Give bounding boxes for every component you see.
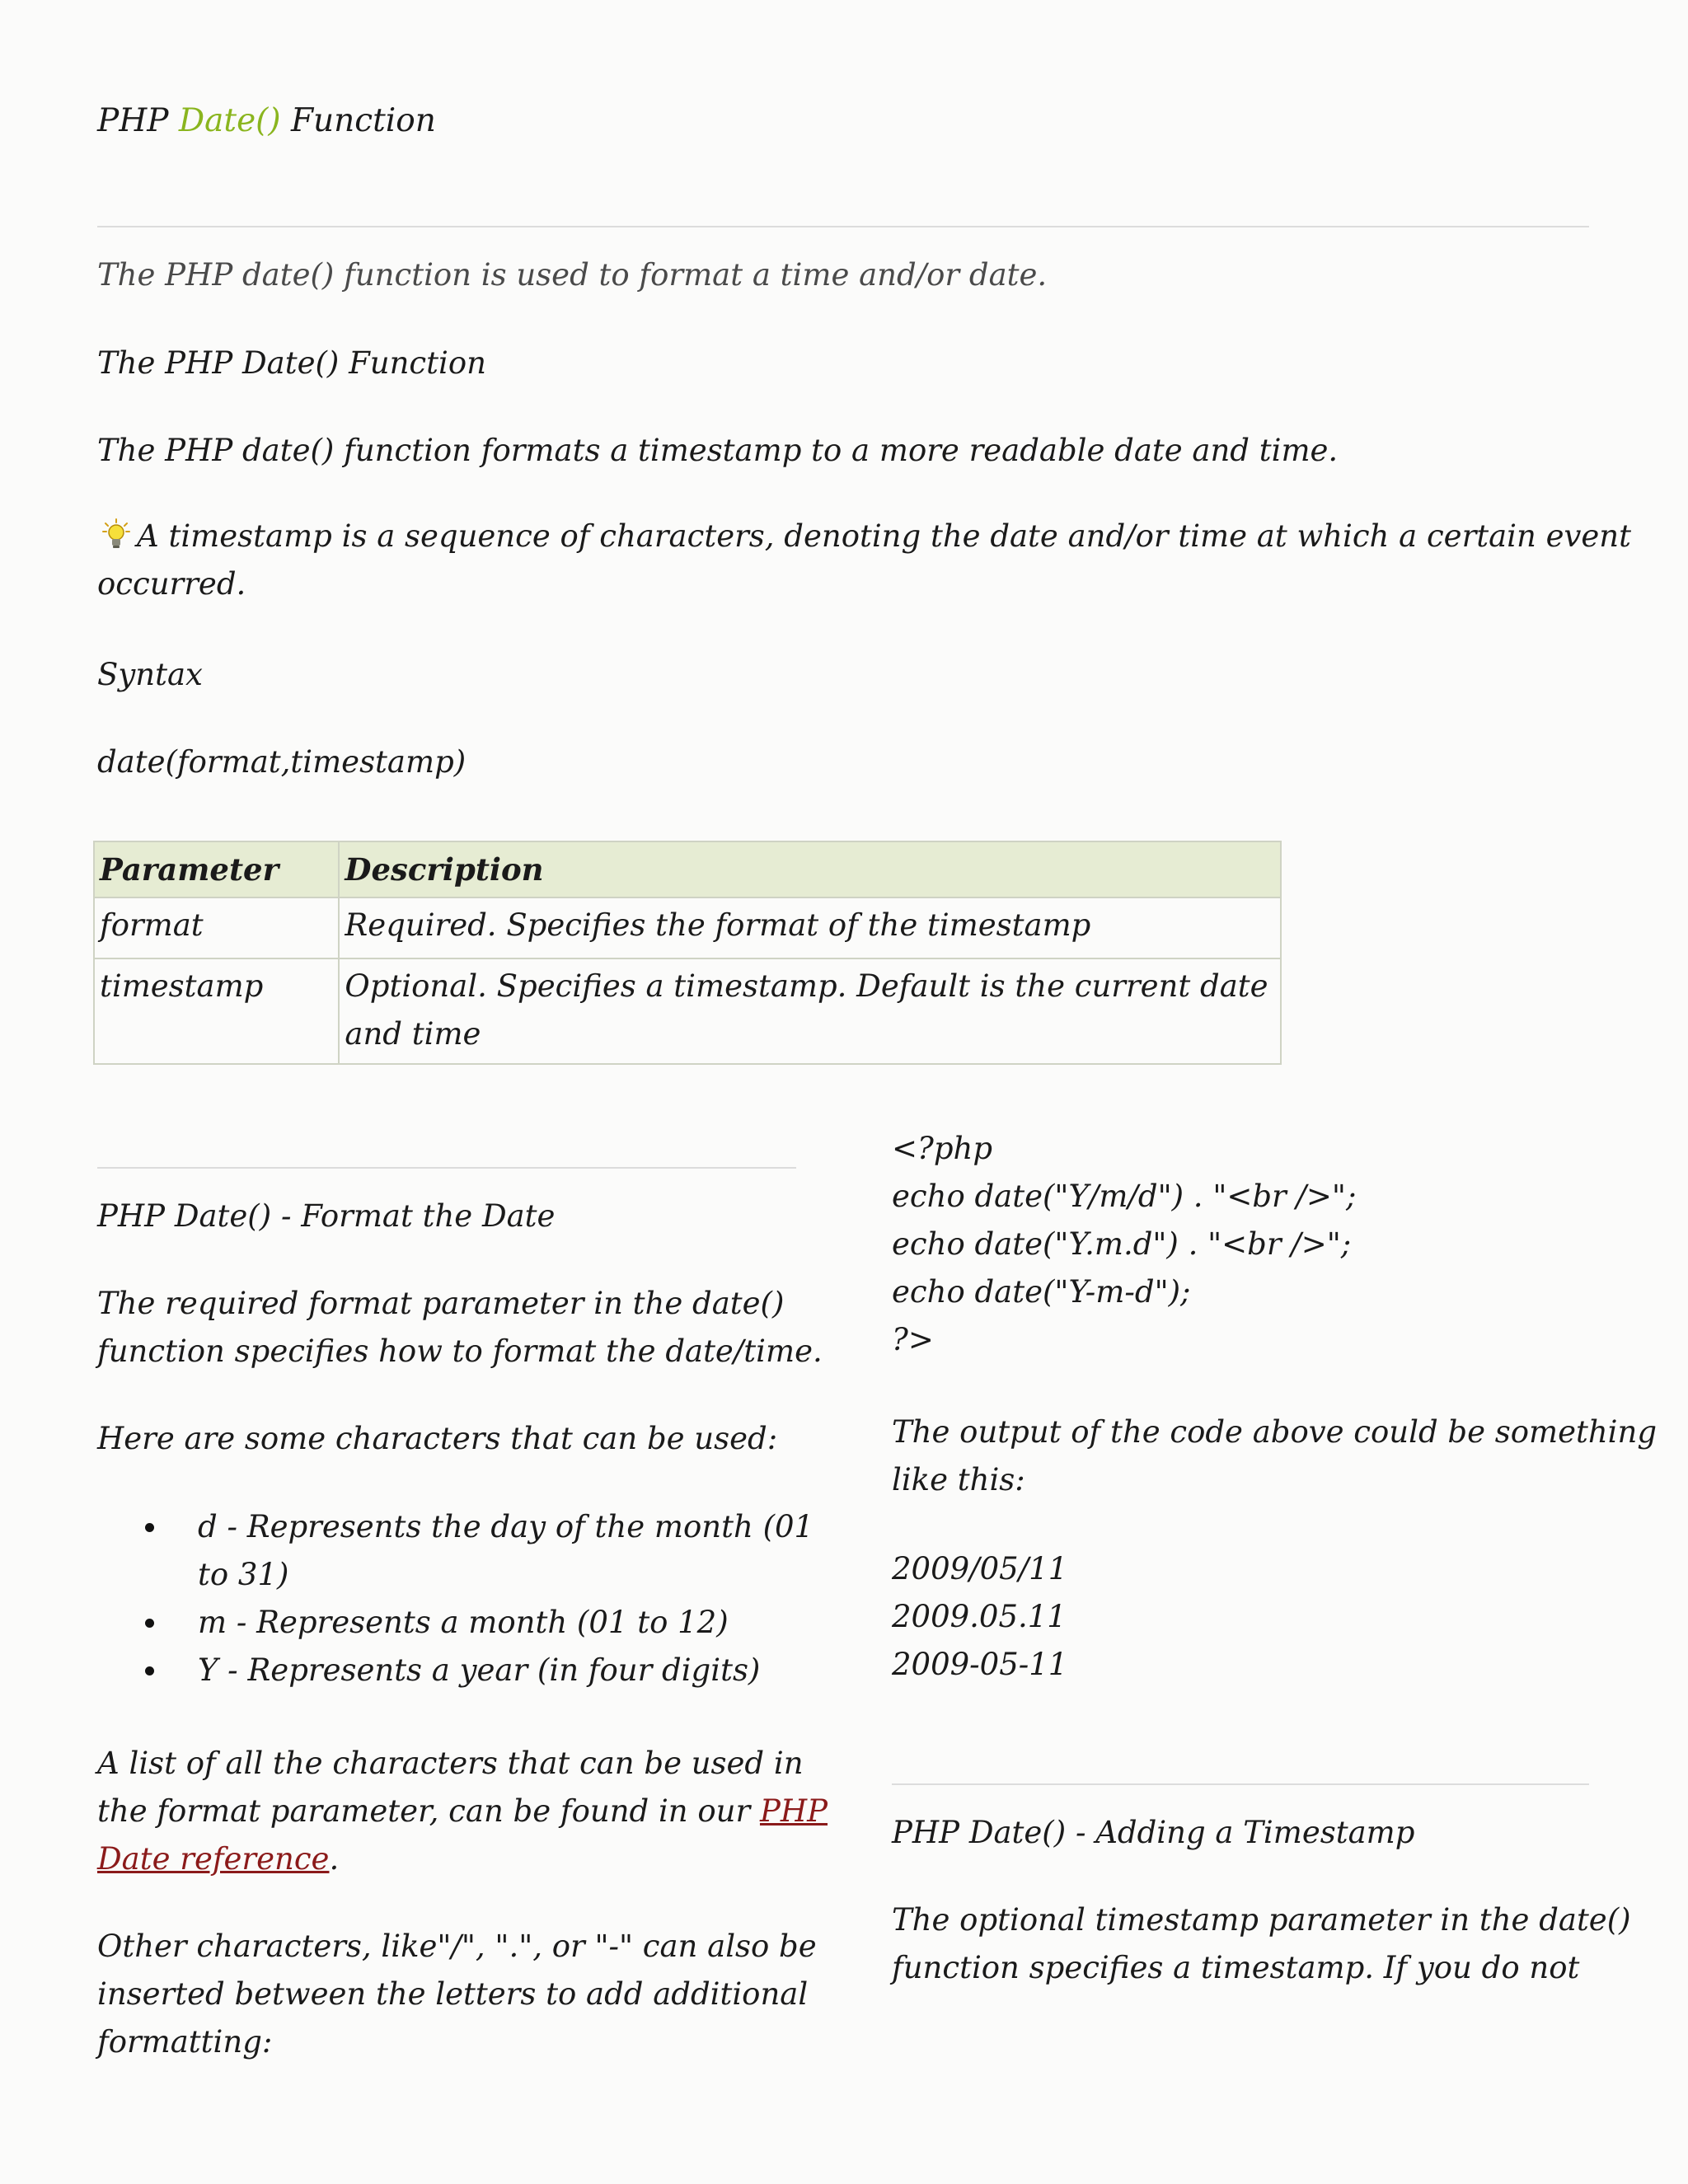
lightbulb-icon: [102, 516, 130, 547]
divider-top: [97, 226, 1589, 227]
output-value: 2009/05/11: [892, 1551, 1068, 1586]
syntax-close: ): [453, 744, 467, 780]
format-p3-a: the: [97, 1793, 157, 1829]
output-value: 2009-05-11: [892, 1647, 1068, 1682]
parameters-table: [93, 841, 1282, 1065]
timestamp-p1-b: parameter in the date(): [1258, 1902, 1631, 1938]
intro-text: The PHP date() function is used to format a time and/or date.: [97, 257, 1048, 293]
php-date-reference-link-part2[interactable]: Date reference: [97, 1841, 330, 1877]
format-p1-a: The required: [97, 1286, 309, 1321]
table-cell-parameter: timestamp: [94, 958, 339, 1064]
syntax-heading: Syntax: [97, 657, 203, 692]
table-row: [94, 958, 1281, 1064]
table-header-description: Description: [339, 841, 1281, 898]
table-cell-description: Required. Specifies the format of the timestamp: [339, 898, 1281, 958]
list-item: [145, 1599, 816, 1647]
format-p4-line2: inserted between the letters to add additional: [97, 1976, 809, 2012]
code-line: echo date("Y.m.d") . "<br />";: [892, 1226, 1352, 1262]
syntax-fn: date(: [97, 744, 177, 780]
table-cell-parameter: format: [94, 898, 339, 958]
table-header-row: [94, 841, 1281, 898]
format-p1-line1: [97, 1280, 784, 1328]
timestamp-p1-a: The optional: [892, 1902, 1095, 1938]
format-p2: Here are some characters that can be used:: [97, 1421, 778, 1456]
syntax-signature: [97, 738, 466, 786]
table-cell-description: Optional. Specifies a timestamp. Default is the current date and time: [339, 958, 1281, 1064]
code-line: echo date("Y-m-d");: [892, 1274, 1191, 1310]
bullet-dot: [145, 1619, 154, 1628]
format-p3-line1: A list of all the characters that can be used in: [97, 1746, 804, 1781]
bullet-dot: [145, 1666, 154, 1675]
code-line: echo date("Y/m/d") . "<br />";: [892, 1179, 1357, 1214]
syntax-args: format,timestamp: [176, 744, 454, 780]
php-date-reference-link-part1[interactable]: PHP: [759, 1793, 828, 1829]
format-p1-em: format: [308, 1286, 412, 1321]
divider-right: [892, 1783, 1589, 1785]
format-p3-em: format: [157, 1793, 261, 1829]
table-header-parameter: Parameter: [94, 841, 339, 898]
table-row: [94, 898, 1281, 958]
tip-text: A timestamp is a sequence of characters, denoting the date and/or time at which a certain event: [137, 518, 1631, 554]
format-p4-line1: Other characters, like"/", ".", or "-" can also be: [97, 1929, 817, 1964]
list-item: [145, 1647, 816, 1694]
page-title: [97, 97, 436, 145]
format-section-heading: PHP Date() - Format the Date: [97, 1198, 556, 1234]
list-item-text: d - Represents the day of the month (01 to 31): [198, 1509, 814, 1592]
output-value: 2009.05.11: [892, 1599, 1067, 1634]
title-accent: Date(): [178, 102, 281, 139]
format-p3-line2: [97, 1788, 828, 1835]
code-line: ?>: [892, 1322, 934, 1357]
tip-line-2: occurred.: [97, 566, 246, 602]
format-p1-b: parameter in the date(): [411, 1286, 785, 1321]
format-p1-line2: function specifies how to format the date/time.: [97, 1333, 823, 1369]
timestamp-p1-line2: function specifies a timestamp. If you do not: [892, 1950, 1580, 1985]
format-p3-b: parameter, can be found in our: [260, 1793, 760, 1829]
code-line: <?php: [892, 1131, 993, 1166]
section-heading-date-function: The PHP Date() Function: [97, 345, 486, 381]
timestamp-section-heading: PHP Date() - Adding a Timestamp: [892, 1815, 1415, 1850]
bullet-dot: [145, 1523, 154, 1532]
output-text-line2: like this:: [892, 1462, 1025, 1497]
timestamp-p1-line1: [892, 1896, 1631, 1944]
timestamp-p1-em: timestamp: [1095, 1902, 1259, 1938]
list-item-text: Y - Represents a year (in four digits): [198, 1652, 761, 1688]
output-text-line1: The output of the code above could be something: [892, 1414, 1658, 1450]
title-prefix: PHP: [97, 102, 179, 139]
title-suffix: Function: [280, 102, 436, 139]
list-item-text: m - Represents a month (01 to 12): [198, 1605, 729, 1640]
section-text-date-function: The PHP date() function formats a timestamp to a more readable date and time.: [97, 433, 1339, 468]
list-item: [145, 1503, 816, 1599]
format-p3-line3: [97, 1835, 339, 1883]
format-p4-line3: formatting:: [97, 2024, 273, 2060]
format-characters-list: [145, 1503, 816, 1694]
format-p3-end: .: [329, 1841, 340, 1877]
divider-left: [97, 1167, 796, 1169]
tip-line-1: [102, 513, 1631, 560]
